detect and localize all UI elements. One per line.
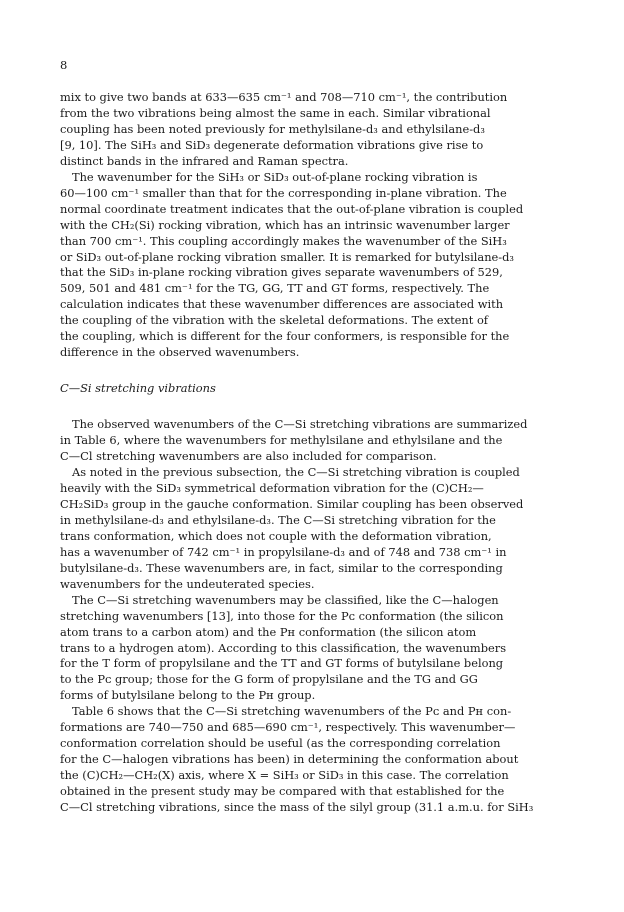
- text-line: wavenumbers for the undeuterated species.: [60, 576, 315, 591]
- text-line: The wavenumber for the SiH₃ or SiD₃ out-of-plane rocking vibration is: [72, 169, 478, 184]
- text-line: forms of butylsilane belong to the Pʜ group.: [60, 688, 316, 703]
- text-line: heavily with the SiD₃ symmetrical deformation vibration for the (C)CH₂—: [60, 480, 484, 495]
- text-line: trans to a hydrogen atom). According to this classification, the wavenumbers: [60, 640, 507, 655]
- text-line: the (C)CH₂—CH₂(X) axis, where X = SiH₃ or SiD₃ in this case. The correlation: [60, 768, 509, 783]
- text-line: from the two vibrations being almost the same in each. Similar vibrational: [60, 105, 491, 120]
- text-line: [9, 10]. The SiH₃ and SiD₃ degenerate deformation vibrations give rise to: [60, 137, 484, 152]
- text-line: trans conformation, which does not couple with the deformation vibration,: [60, 528, 492, 543]
- text-line: the coupling of the vibration with the skeletal deformations. The extent of: [60, 313, 489, 328]
- text-line: calculation indicates that these wavenumber differences are associated with: [60, 297, 504, 312]
- text-line: conformation correlation should be useful (as the corresponding correlation: [60, 736, 501, 751]
- body-text: [60, 90, 560, 816]
- text-line: than 700 cm⁻¹. This coupling accordingly makes the wavenumber of the SiH₃: [60, 233, 507, 248]
- text-line: obtained in the present study may be compared with that established for the: [60, 784, 505, 799]
- paragraph: [60, 593, 560, 705]
- paragraph: [60, 417, 560, 465]
- text-line: C—Cl stretching vibrations, since the mass of the silyl group (31.1 a.m.u. for SiH₃: [60, 800, 534, 815]
- text-line: The C—Si stretching wavenumbers may be classified, like the C—halogen: [72, 592, 499, 607]
- text-line: the coupling, which is different for the four conformers, is responsible for the: [60, 329, 510, 344]
- text-line: mix to give two bands at 633—635 cm⁻¹ and 708—710 cm⁻¹, the contribution: [60, 90, 508, 104]
- text-line: for the T form of propylsilane and the TT and GT forms of butylsilane belong: [60, 656, 504, 671]
- text-line: in Table 6, where the wavenumbers for methylsilane and ethylsilane and the: [60, 433, 503, 448]
- text-line: to the Pᴄ group; those for the G form of propylsilane and the TG and GG: [60, 672, 478, 687]
- text-line: CH₂SiD₃ group in the gauche conformation. Similar coupling has been observed: [60, 496, 524, 511]
- text-line: 509, 501 and 481 cm⁻¹ for the TG, GG, TT and GT forms, respectively. The: [60, 281, 490, 296]
- paragraph: [60, 704, 560, 816]
- text-line: with the CH₂(Si) rocking vibration, which has an intrinsic wavenumber larger: [60, 217, 510, 232]
- text-line: Table 6 shows that the C—Si stretching wavenumbers of the Pᴄ and Pʜ con-: [72, 704, 512, 719]
- text-line: or SiD₃ out-of-plane rocking vibration smaller. It is remarked for butylsilane-d₃: [60, 249, 514, 264]
- text-line: in methylsilane-d₃ and ethylsilane-d₃. The C—Si stretching vibration for the: [60, 512, 496, 527]
- paragraph: [60, 465, 560, 593]
- text-line: C—Cl stretching wavenumbers are also included for comparison.: [60, 449, 437, 464]
- text-line: 60—100 cm⁻¹ smaller than that for the corresponding in-plane vibration. The: [60, 185, 507, 200]
- paragraph: [60, 170, 560, 361]
- text-line: has a wavenumber of 742 cm⁻¹ in propylsilane-d₃ and of 748 and 738 cm⁻¹ in: [60, 544, 507, 559]
- text-line: As noted in the previous subsection, the C—Si stretching vibration is coupled: [72, 465, 520, 480]
- text-line: stretching wavenumbers [13], into those for the Pᴄ conformation (the silicon: [60, 608, 504, 623]
- text-line: that the SiD₃ in-plane rocking vibration gives separate wavenumbers of 529,: [60, 265, 503, 280]
- text-line: The observed wavenumbers of the C—Si stretching vibrations are summarized: [72, 417, 528, 432]
- paragraph: [60, 90, 560, 170]
- text-line: for the C—halogen vibrations has been) in determining the conformation about: [60, 752, 519, 767]
- text-line: butylsilane-d₃. These wavenumbers are, in fact, similar to the corresponding: [60, 560, 503, 575]
- section-heading: C—Si stretching vibrations: [60, 381, 216, 396]
- text-line: atom trans to a carbon atom) and the Pʜ conformation (the silicon atom: [60, 624, 477, 639]
- text-line: coupling has been noted previously for methylsilane-d₃ and ethylsilane-d₃: [60, 121, 485, 136]
- text-line: distinct bands in the infrared and Raman spectra.: [60, 153, 349, 168]
- text-line: difference in the observed wavenumbers.: [60, 345, 300, 360]
- text-line: normal coordinate treatment indicates that the out-of-plane vibration is coupled: [60, 201, 524, 216]
- text-line: formations are 740—750 and 685—690 cm⁻¹, respectively. This wavenumber—: [60, 720, 516, 735]
- page-number: 8: [60, 58, 68, 72]
